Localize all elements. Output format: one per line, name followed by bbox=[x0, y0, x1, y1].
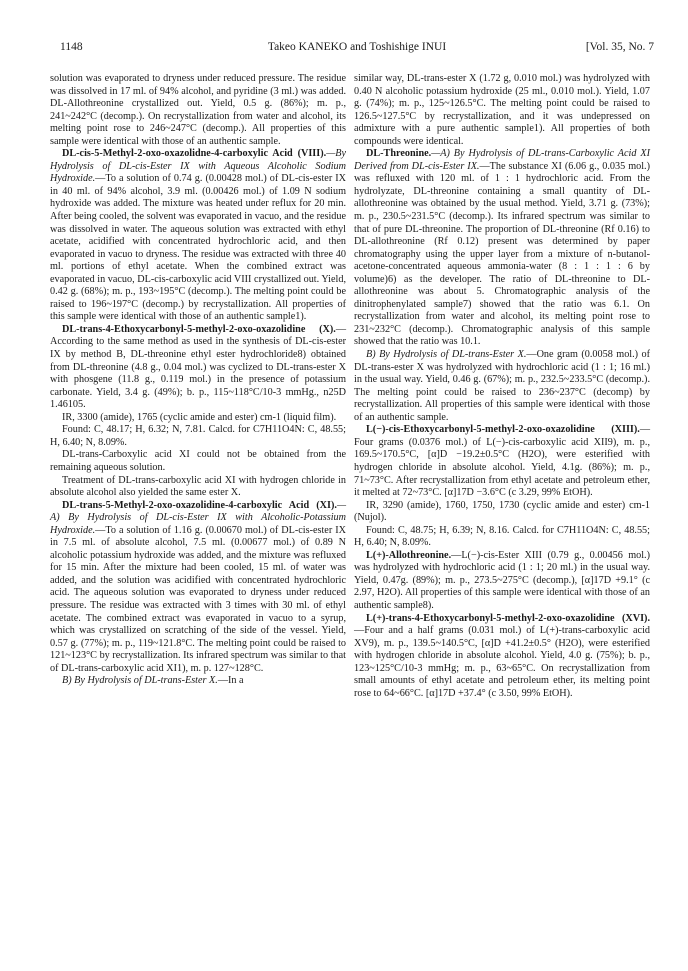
paragraph bbox=[50, 475, 346, 500]
paragraph-text: —To a solution of 0.74 g. (0.00428 mol.) of DL-cis-ester IX in 40 ml. of 94% alcohol, 3.9 ml. (0.00426 mol.) of 1.09 N sodium hydroxide was added. The mixture was heated under reflux for 20 min. After being cooled, the solvent was evaporated in vacuo, and the residue was dissolved in water. The aqueous solution was extracted with ethyl acetate, acidified with concentrated hydrochloric acid, and then evaporated in vacuo to dryness. The residue was extracted with three 40 ml. portions of ethyl acetate. When the combined extract was evaporated in vacuo, DL-cis-carboxylic acid VIII crystallized out. Yield, 0.42 g. (68%); m. p., 193~195°C (decomp.). The melting point could be raised to 196~197°C (decomp.) by recrystallization. All properties of this sample were identical with those of an authentic sample1). bbox=[50, 173, 346, 323]
running-header bbox=[60, 41, 654, 57]
method-subheading: —A) By Hydrolysis of DL-cis-Ester IX with Alcoholic-Potassium Hydroxide. bbox=[50, 499, 346, 536]
method-subheading: —By Hydrolysis of DL-cis-Ester IX with Aqueous Alcoholic Sodium Hydroxide. bbox=[50, 148, 346, 185]
paragraph-text: DL-trans-Carboxylic acid XI could not be obtained from the remaining aqueous solution. bbox=[50, 449, 346, 473]
paragraph-text: —According to the same method as used in the synthesis of DL-cis-ester IX by method B, DL-threonine ethyl ester hydrochloride8) obtained from DL-threonine (4.8 g., 0.04 mol.) was cyclized to DL-trans-ester X with phosgene (11.8 g., 0.119 mol.) in the presence of potassium carbonate. Yield, 3.4 g. (49%); b. p., 115~118°C/10-3 mmHg., n25D 1.46105. bbox=[50, 323, 346, 411]
paragraph-text: Found: C, 48.75; H, 6.39; N, 8.16. Calcd. for C7H11O4N: C, 48.55; H, 6.40; N, 8.09%. bbox=[354, 524, 650, 549]
section-heading: L(+)-trans-4-Ethoxycarbonyl-5-methyl-2-oxo-oxazolidine (XVI). bbox=[366, 612, 650, 624]
paragraph-text: —Four and a half grams (0.031 mol.) of L(+)-trans-carboxylic acid XV9), m. p., 139.5~140.5°C, [α]D +41.2±0.5° (H2O), were esterified with hydrogen chloride in absolute alcohol. Yield, 4.0 g. (75%); b. p., 123~125°C/10-3 mmHg; m. p., 63~65°C. On recrystallization from small amounts of ethyl acetate and petroleum ether, its melting point rose to 64~66°C. [α]17D +37.4° (c 3.50, 99% EtOH). bbox=[354, 625, 650, 699]
paragraph-text: —L(−)-cis-Ester XIII (0.79 g., 0.00456 mol.) was hydrolyzed with hydrochloric acid (1 : 1; 20 ml.) in the usual way. Yield, 0.47g. (89%); m. p., 273.5~275°C (decomp.), [α]17D +9.1° (c 2.97, H2O). All properties of this sample were identical with those of an authentic sample8). bbox=[354, 549, 650, 611]
paragraph bbox=[354, 550, 650, 613]
paragraph-text: similar way, DL-trans-ester X (1.72 g, 0.010 mol.) was hydrolyzed with 0.40 N alcoholic potassium hydroxide (25 ml., 0.010 mol.). Yield, 1.07 g. (74%); m. p., 125~126.5°C. The melting point could be raised to 126.5~127.5°C by recrystallization, and it was undepressed on admixture with a pure authentic sample1). All properties of both compounds were identical. bbox=[354, 73, 650, 147]
running-authors: Takeo KANEKO and Toshishige INUI bbox=[267, 41, 447, 53]
paragraph bbox=[354, 525, 650, 550]
method-subheading: B) By Hydrolysis of DL-trans-Ester X. bbox=[366, 349, 527, 361]
section-heading: L(−)-cis-Ethoxycarbonyl-5-methyl-2-oxo-oxazolidine (XIII). bbox=[366, 424, 640, 436]
paragraph-text: —In a bbox=[217, 675, 244, 687]
paragraph bbox=[50, 675, 346, 688]
paragraph-text: —To a solution of 1.16 g. (0.00670 mol.) of DL-cis-ester IX in 7.5 ml. of absolute alcohol, 7.5 ml. (0.00677 mol.) of 0.89 N alcoholic potassium hydroxide was added, and the mixture was refluxed for 15 min. After the mixture had been cooled, 15 ml. of water was added, and the solution was acidified with concentrated hydrochloric acid. The aqueous solution was evaporated to dryness under reduced pressure. The residue was extracted with 3 times with 30 ml. of ethyl acetate. The combined extract was evaporated in vacuo to a syrup, which was crystallized on scratching of the side of the vessel. Yield, 0.57 g. (77%); m. p., 119~121.8°C. The melting point could be raised to 121~123°C by recrystallization. Its infrared spectrum was similar to that of DL-trans-carboxylic acid XI1), m. p. 127~128°C. bbox=[50, 524, 346, 674]
paragraph bbox=[50, 148, 346, 324]
paragraph bbox=[50, 73, 346, 148]
paragraph-text: —Four grams (0.0376 mol.) of L(−)-cis-carboxylic acid XII9), m. p., 169.5~170.5°C, [α]D −19.2±0.5°C (H2O), were esterified with hydrogen chloride in absolute alcohol. Yield, 4.1g. (86%); m. p., 71~73°C. After recrystallization from ethyl acetate and petroleum ether, it melted at 72~73°C. [α]17D −3.6°C (c 3.29, 99% EtOH). bbox=[354, 424, 650, 499]
section-heading: DL-trans-5-Methyl-2-oxo-oxazolidine-4-carboxylic Acid (XI). bbox=[62, 499, 337, 511]
paragraph bbox=[354, 613, 650, 701]
paragraph bbox=[354, 73, 650, 148]
volume-issue: [Vol. 35, No. 7 bbox=[585, 41, 654, 53]
section-heading: DL-Threonine. bbox=[366, 148, 432, 160]
paragraph-text: IR, 3290 (amide), 1760, 1750, 1730 (cyclic amide and ester) cm-1 (Nujol). bbox=[354, 499, 650, 524]
section-heading: L(+)-Allothreonine. bbox=[366, 549, 452, 561]
paragraph-text: —One gram (0.0058 mol.) of DL-trans-ester X was hydrolyzed with hydrochloric acid (1 : 1; 16 ml.) in the usual way. Yield, 0.46 g. (67%); m. p., 232.5~233.5°C (decomp.). The melting point could be raised to 236~237°C (decomp) by recrystallization. All properties of this sample were identical with those of an authentic sample. bbox=[354, 349, 651, 423]
paragraph-text: IR, 3300 (amide), 1765 (cyclic amide and ester) cm-1 (liquid film). bbox=[62, 411, 337, 423]
paragraph bbox=[354, 500, 650, 525]
left-column bbox=[50, 73, 346, 688]
paragraph bbox=[50, 424, 346, 449]
method-subheading: B) By Hydrolysis of DL-trans-Ester X. bbox=[62, 675, 218, 687]
paragraph bbox=[50, 449, 346, 474]
paragraph bbox=[50, 412, 346, 425]
paragraph bbox=[354, 424, 650, 499]
paragraph-text: —The substance XI (6.06 g., 0.035 mol.) was refluxed with 120 ml. of 1 : 1 hydrochloric acid. From the hydrolyzate, DL-threonine containing a small quantity of DL-allothreonine was obtained by the usual method. Yield, 3.71 g. (73%); m. p., 230.5~231.5°C (decomp.). Its infrared spectrum was similar to that of pure DL-threonine. The proportion of DL-threonine (Rf 0.16) to DL-allothreonine (Rf 0.12) present was determined by paper chromatography using the upper layer from a mixture of n-butanol-acetone-concentrated aqueous ammonia-water (8 : 1 : 1 : 6 by volume)6) as the developer. The ratio of DL-threonine to DL-allothreonine was about 5. Chromatographic analysis of the dinitrophenylated sample7) showed that the ratio was 6.1. On recrystallization from water and alcohol, its melting point rose to 231~232°C (decomp.). Chromatographic analysis of this sample showed that the ratio was 10.1. bbox=[354, 160, 650, 348]
paragraph bbox=[50, 324, 346, 412]
section-heading: DL-cis-5-Methyl-2-oxo-oxazolidne-4-carboxylic Acid (VIII). bbox=[62, 148, 327, 160]
paragraph-text: Treatment of DL-trans-carboxylic acid XI with hydrogen chloride in absolute alcohol also yielded the same ester X. bbox=[50, 474, 346, 499]
page-number: 1148 bbox=[60, 41, 83, 53]
paragraph bbox=[354, 349, 650, 424]
paragraph bbox=[354, 148, 650, 349]
paragraph-text: Found: C, 48.17; H, 6.32; N, 7.81. Calcd. for C7H11O4N: C, 48.55; H, 6.40; N, 8.09%. bbox=[50, 424, 346, 448]
paragraph bbox=[50, 500, 346, 676]
section-heading: DL-trans-4-Ethoxycarbonyl-5-methyl-2-oxo-oxazolidine (X). bbox=[62, 323, 336, 335]
right-column bbox=[354, 73, 650, 700]
method-subheading: —A) By Hydrolysis of DL-trans-Carboxylic Acid XI Derived from DL-cis-Ester IX. bbox=[354, 148, 650, 172]
paragraph-text: solution was evaporated to dryness under reduced pressure. The residue was dissolved in 17 ml. of 94% alcohol, and pyridine (3 ml.) was added. DL-Allothreonine crystallized out. Yield, 0.5 g. (86%); m. p., 241~242°C (decomp.). On recrystallization from water and alcohol, its melting point rose to 246~247°C (decomp.). All properties of this sample were identical with those of an authentic sample. bbox=[50, 73, 346, 147]
